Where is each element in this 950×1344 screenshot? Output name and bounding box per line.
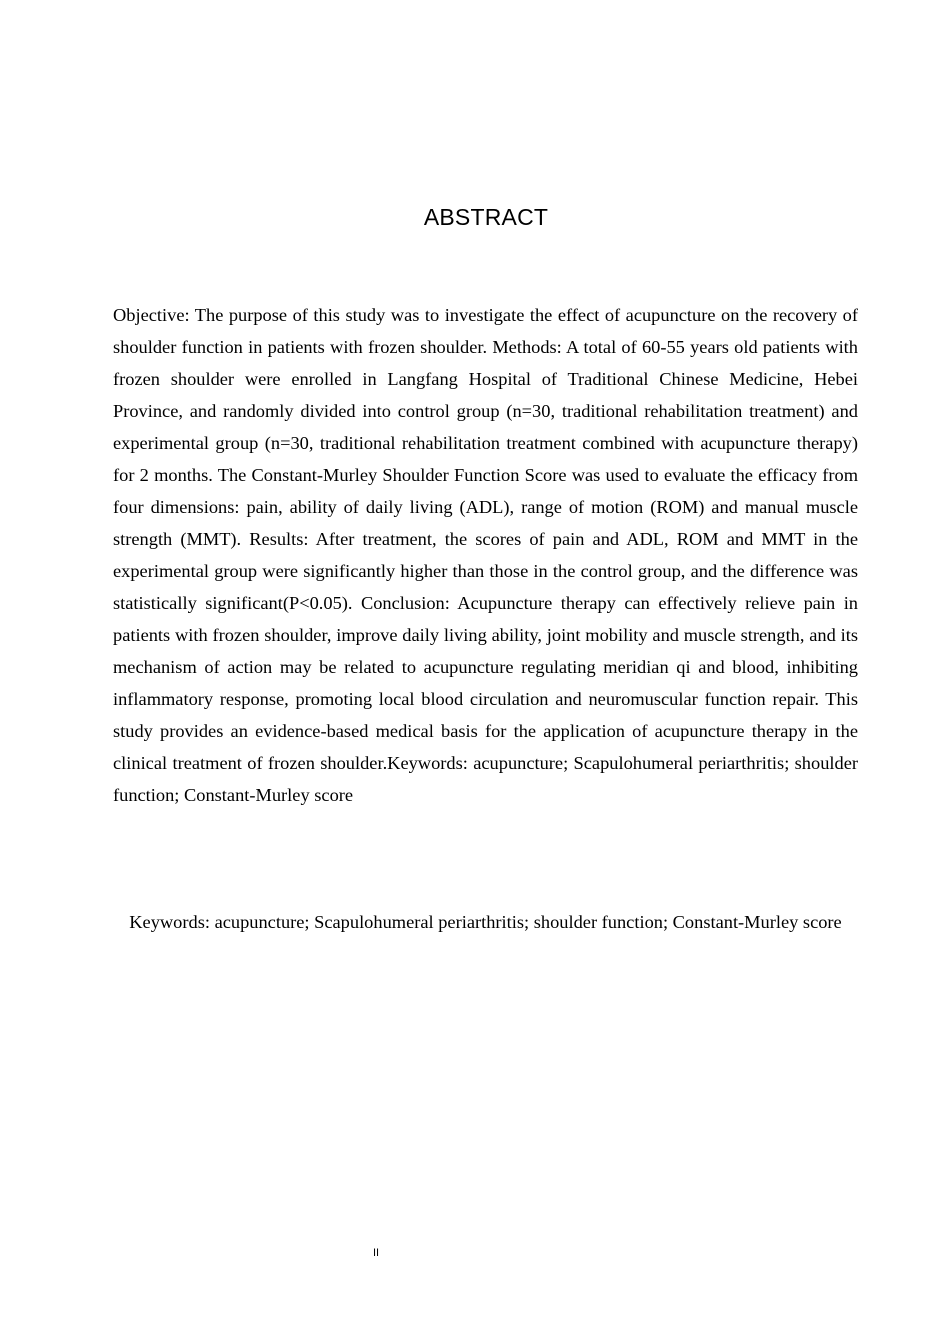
abstract-title: ABSTRACT — [423, 204, 549, 230]
keywords-line: Keywords: acupuncture; Scapulohumeral periarthritis; shoulder function; Constant-Murley score — [129, 912, 842, 932]
abstract-body: Objective: The purpose of this study was to investigate the effect of acupuncture on the recovery of shoulder function in patients with frozen shoulder. Methods: A total of 60-55 years old patients with frozen shoulder were enrolled in Langfang Hospital of Traditional Chinese Medicine, Hebei Province, and randomly divided into control group (n=30, traditional rehabilitation treatment) and experimental group (n=30, traditional rehabilitation treatment combined with acupuncture therapy) for 2 months. The Constant-Murley Shoulder Function Score was used to evaluate the efficacy from four dimensions: pain, ability of daily living (ADL), range of motion (ROM) and manual muscle strength (MMT). Results: After treatment, the scores of pain and ADL, ROM and MMT in the experimental group were significantly higher than those in the control group, and the difference was statistically significant(P<0.05). Conclusion: Acupuncture therapy can effectively relieve pain in patients with frozen shoulder, improve daily living ability, joint mobility and muscle strength, and its mechanism of action may be related to acupuncture regulating meridian qi and blood, inhibiting inflammatory response, promoting local blood circulation and neuromuscular function repair. This study provides an evidence-based medical basis for the application of acupuncture therapy in the clinical treatment of frozen shoulder.Keywords: acupuncture; Scapulohumeral periarthritis; shoulder function; Constant-Murley score — [113, 305, 858, 805]
page-number: II — [372, 1247, 380, 1259]
